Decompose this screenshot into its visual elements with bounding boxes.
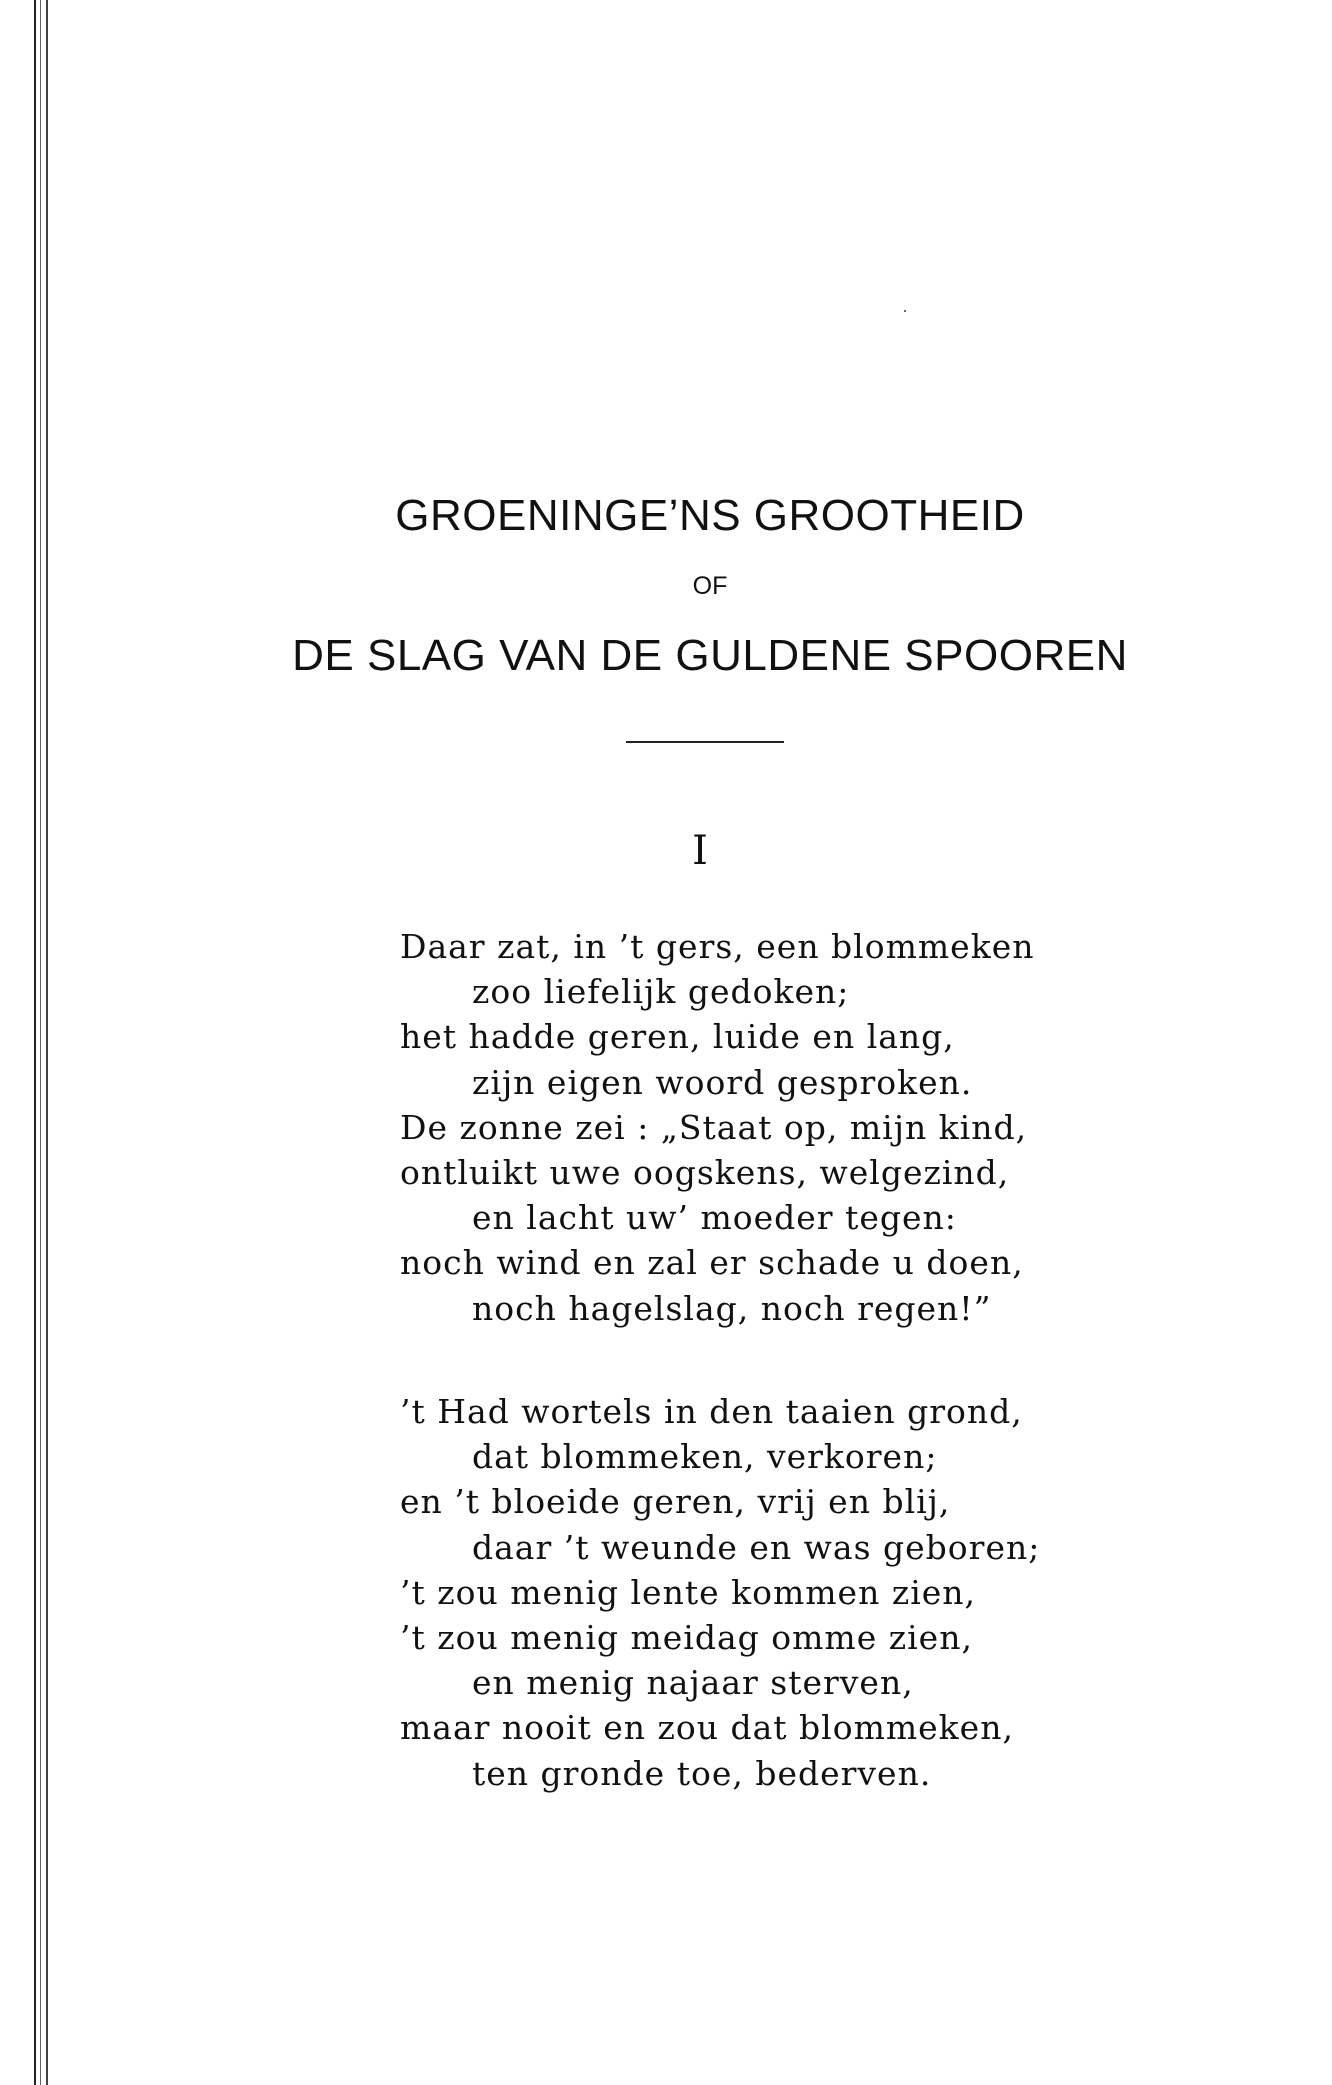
verse-line: noch wind en zal er schade u doen, (400, 1243, 1024, 1283)
verse-line: en ’t bloeide geren, vrij en blij, (400, 1482, 951, 1522)
verse-line: ten gronde toe, bederven. (472, 1753, 932, 1793)
title-connector: OF (692, 572, 728, 600)
verse-line: maar nooit en zou dat blommeken, (400, 1708, 1014, 1748)
poem-title: GROENINGE’NS GROOTHEID (395, 491, 1025, 540)
binding-rule (40, 0, 41, 2085)
stanza-1 (400, 924, 1035, 1331)
poem-subtitle: DE SLAG VAN DE GULDENE SPOOREN (292, 631, 1128, 680)
verse-line: daar ’t weunde en was geboren; (472, 1527, 1041, 1567)
verse-line: het hadde geren, luide en lang, (400, 1017, 955, 1057)
verse-line: en menig najaar sterven, (472, 1663, 914, 1703)
verse-line: noch hagelslag, noch regen!” (472, 1288, 992, 1328)
canto-number: I (692, 828, 708, 874)
stanza-2 (400, 1389, 1040, 1796)
verse-line: ’t zou menig meidag omme zien, (400, 1617, 973, 1657)
verse-line: dat blommeken, verkoren; (472, 1437, 938, 1477)
page-binding-edge (0, 0, 60, 2085)
verse-line: ’t Had wortels in den taaien grond, (400, 1392, 1023, 1431)
paper-speck (904, 310, 906, 312)
verse-line: en lacht uw’ moeder tegen: (472, 1198, 957, 1238)
title-divider (626, 741, 784, 743)
binding-rule (46, 0, 48, 2085)
verse-line: ontluikt uwe oogskens, welgezind, (400, 1152, 1010, 1192)
verse-line: zijn eigen woord gesproken. (472, 1062, 973, 1102)
verse-line: De zonne zei : „Staat op, mijn kind, (400, 1107, 1028, 1147)
verse-line: zoo liefelijk gedoken; (472, 972, 850, 1012)
verse-line: Daar zat, in ’t gers, een blommeken (400, 927, 1035, 966)
binding-rule (34, 0, 36, 2085)
verse-line: ’t zou menig lente kommen zien, (400, 1572, 977, 1612)
